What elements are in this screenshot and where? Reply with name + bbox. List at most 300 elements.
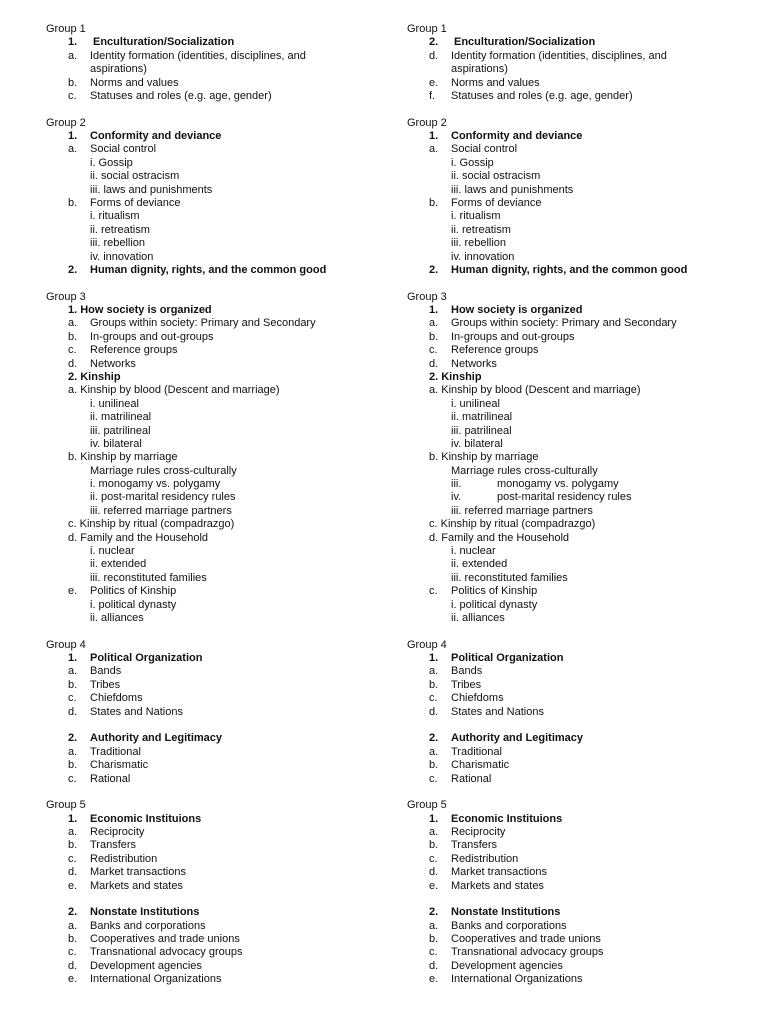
group-heading — [407, 639, 767, 652]
outline-text: Markets and states — [451, 879, 544, 892]
outline-text: Development agencies — [451, 959, 563, 972]
outline-text: iv. bilateral — [451, 437, 503, 450]
outline-line — [407, 946, 767, 959]
outline-text: ii. post-marital residency rules — [90, 491, 236, 504]
list-marker: iv. — [451, 491, 462, 504]
outline-line — [46, 706, 406, 719]
list-marker: a. — [429, 919, 439, 932]
list-marker: a. — [429, 317, 439, 330]
outline-text: Norms and values — [451, 76, 540, 89]
list-marker: 1. — [429, 652, 439, 665]
outline-text: Political Organization — [90, 652, 203, 665]
outline-text: States and Nations — [90, 705, 183, 718]
outline-text: Bands — [451, 665, 483, 678]
outline-text: Banks and corporations — [451, 919, 567, 932]
list-marker: d. — [429, 866, 439, 879]
outline-line — [46, 184, 406, 197]
outline-text: iii. referred marriage partners — [451, 504, 593, 517]
outline-text: Identity formation (identities, disciplines, and — [451, 49, 667, 62]
list-marker: a. — [68, 745, 78, 758]
outline-text: Traditional — [90, 745, 141, 758]
list-marker: 2. — [429, 36, 439, 49]
blank-line — [407, 786, 767, 799]
outline-line — [46, 665, 406, 678]
list-marker: c. — [68, 344, 77, 357]
blank-line — [407, 625, 767, 638]
outline-text: aspirations) — [451, 63, 508, 76]
outline-line — [407, 63, 767, 76]
group-heading — [407, 799, 767, 812]
outline-line — [46, 545, 406, 558]
list-marker: d. — [68, 866, 78, 879]
list-marker: 2. — [68, 263, 78, 276]
group-heading — [407, 291, 767, 304]
list-marker: 1. — [68, 130, 78, 143]
outline-text: aspirations) — [90, 63, 147, 76]
outline-text: Marriage rules cross-culturally — [451, 464, 598, 477]
outline-line — [46, 130, 406, 143]
list-marker: c. — [68, 852, 77, 865]
outline-line — [46, 331, 406, 344]
outline-text: Development agencies — [90, 959, 202, 972]
list-marker: d. — [429, 49, 439, 62]
outline-text: Human dignity, rights, and the common good — [451, 263, 688, 276]
group-heading — [46, 639, 406, 652]
outline-line — [46, 973, 406, 986]
outline-text: Networks — [90, 357, 136, 370]
outline-line — [407, 331, 767, 344]
blank-line — [46, 786, 406, 799]
outline-text: Bands — [90, 665, 122, 678]
outline-text: 2. Kinship — [429, 370, 482, 383]
list-marker: d. — [429, 705, 439, 718]
outline-text: iii. reconstituted families — [90, 571, 207, 584]
outline-line — [46, 773, 406, 786]
outline-line — [46, 264, 406, 277]
outline-line — [46, 451, 406, 464]
list-marker: a. — [68, 49, 78, 62]
outline-line — [407, 36, 767, 49]
list-marker: c. — [429, 692, 438, 705]
outline-text: Transfers — [90, 839, 137, 852]
outline-line — [46, 839, 406, 852]
list-marker: c. — [429, 585, 438, 598]
outline-text: iii. laws and punishments — [451, 183, 574, 196]
outline-text: iv. innovation — [451, 250, 515, 263]
outline-text: i. nuclear — [90, 545, 135, 558]
outline-line — [46, 90, 406, 103]
outline-text: iii. rebellion — [90, 237, 146, 250]
blank-line — [46, 103, 406, 116]
outline-line — [407, 371, 767, 384]
list-marker: b. — [429, 678, 439, 691]
list-marker: 1. — [68, 652, 78, 665]
outline-text: 2. Kinship — [68, 370, 121, 383]
outline-line — [407, 585, 767, 598]
outline-line — [407, 839, 767, 852]
outline-text: Traditional — [451, 745, 502, 758]
outline-line — [407, 157, 767, 170]
outline-line — [46, 77, 406, 90]
list-marker: 1. — [68, 36, 78, 49]
list-marker: 2. — [429, 906, 439, 919]
outline-text: Marriage rules cross-culturally — [90, 464, 237, 477]
list-marker: b. — [429, 759, 439, 772]
outline-line — [46, 813, 406, 826]
list-marker: c. — [68, 89, 77, 102]
list-marker: b. — [68, 933, 78, 945]
list-marker: b. — [68, 759, 78, 772]
list-marker: 2. — [429, 263, 439, 276]
outline-line — [46, 920, 406, 933]
list-marker: b. — [429, 196, 439, 209]
outline-text: Politics of Kinship — [451, 585, 538, 598]
group-heading — [407, 23, 767, 36]
outline-line — [407, 130, 767, 143]
list-marker: 1. — [429, 304, 439, 317]
outline-text: International Organizations — [451, 973, 583, 986]
list-marker: a. — [429, 665, 439, 678]
list-marker: a. — [68, 919, 78, 932]
outline-text: Conformity and deviance — [90, 130, 222, 143]
outline-line — [46, 518, 406, 531]
list-marker: b. — [68, 196, 78, 209]
outline-line — [46, 317, 406, 330]
outline-line — [407, 438, 767, 451]
list-marker: 2. — [68, 732, 78, 745]
outline-line — [407, 184, 767, 197]
list-marker: 2. — [429, 732, 439, 745]
group-label: Group 3 — [46, 290, 86, 303]
group-label: Group 3 — [407, 290, 447, 303]
outline-text: ii. social ostracism — [451, 170, 541, 183]
outline-text: iii. referred marriage partners — [90, 504, 232, 517]
outline-line — [46, 210, 406, 223]
list-marker: c. — [68, 692, 77, 705]
outline-text: Authority and Legitimacy — [451, 732, 584, 745]
list-marker: c. — [68, 772, 77, 785]
blank-line — [46, 625, 406, 638]
outline-text: Groups within society: Primary and Secondary — [90, 317, 316, 330]
list-marker: 1. — [429, 812, 439, 825]
list-marker: c. — [429, 852, 438, 865]
outline-line — [46, 759, 406, 772]
outline-text: ii. extended — [90, 558, 147, 571]
list-marker: d. — [68, 357, 78, 370]
outline-line — [46, 652, 406, 665]
outline-text: Redistribution — [90, 852, 158, 865]
blank-line — [46, 893, 406, 906]
outline-line — [407, 853, 767, 866]
outline-line — [407, 264, 767, 277]
outline-text: i. ritualism — [451, 210, 501, 223]
outline-text: Authority and Legitimacy — [90, 732, 223, 745]
outline-line — [407, 143, 767, 156]
list-marker: 1. — [68, 812, 78, 825]
outline-text: Market transactions — [90, 866, 186, 879]
group-label: Group 4 — [46, 638, 86, 651]
outline-text: Reference groups — [451, 344, 539, 357]
outline-text: Forms of deviance — [90, 196, 181, 209]
outline-line — [407, 773, 767, 786]
outline-line — [407, 973, 767, 986]
outline-line — [407, 558, 767, 571]
list-marker: a. — [429, 825, 439, 838]
list-marker: e. — [429, 879, 439, 892]
outline-text: ii. matrilineal — [90, 411, 152, 424]
outline-text: Charismatic — [451, 759, 510, 772]
outline-text: i. unilineal — [451, 397, 500, 410]
outline-line — [407, 425, 767, 438]
blank-line — [407, 893, 767, 906]
outline-text: Nonstate Institutions — [451, 906, 561, 919]
group-heading — [46, 291, 406, 304]
list-marker: c. — [429, 344, 438, 357]
outline-line — [407, 210, 767, 223]
group-label: Group 2 — [407, 116, 447, 129]
outline-text: a. Kinship by blood (Descent and marriage) — [429, 384, 641, 397]
outline-line — [407, 813, 767, 826]
outline-text: i. political dynasty — [451, 598, 538, 611]
group-heading — [46, 23, 406, 36]
outline-line — [407, 317, 767, 330]
list-marker: a. — [429, 745, 439, 758]
outline-text: ii. extended — [451, 558, 508, 571]
outline-text: Norms and values — [90, 76, 179, 89]
outline-line — [407, 599, 767, 612]
outline-line — [46, 237, 406, 250]
outline-text: How society is organized — [451, 304, 583, 317]
blank-line — [407, 277, 767, 290]
outline-line — [407, 465, 767, 478]
outline-text: In-groups and out-groups — [451, 330, 575, 343]
outline-line — [407, 251, 767, 264]
outline-line — [407, 358, 767, 371]
outline-line — [407, 170, 767, 183]
outline-line — [46, 732, 406, 745]
outline-line — [46, 143, 406, 156]
outline-line — [46, 398, 406, 411]
list-marker: e. — [429, 973, 439, 986]
outline-line — [46, 532, 406, 545]
group-heading — [46, 799, 406, 812]
blank-line — [407, 719, 767, 732]
outline-text: International Organizations — [90, 973, 222, 986]
outline-line — [407, 545, 767, 558]
outline-line — [407, 505, 767, 518]
outline-text: iv. innovation — [90, 250, 154, 263]
outline-line — [46, 438, 406, 451]
outline-text: iii. laws and punishments — [90, 183, 213, 196]
outline-line — [46, 880, 406, 893]
group-label: Group 4 — [407, 638, 447, 651]
outline-text: i. political dynasty — [90, 598, 177, 611]
outline-line — [407, 518, 767, 531]
outline-line — [407, 197, 767, 210]
outline-line — [407, 411, 767, 424]
outline-text: i. unilineal — [90, 397, 139, 410]
group-label: Group 1 — [407, 23, 447, 35]
list-marker: a. — [68, 825, 78, 838]
outline-text: Forms of deviance — [451, 196, 542, 209]
outline-text: Reciprocity — [451, 825, 506, 838]
outline-text: ii. retreatism — [451, 223, 511, 236]
outline-text: ii. retreatism — [90, 223, 150, 236]
list-marker: a. — [68, 317, 78, 330]
outline-line — [407, 451, 767, 464]
outline-line — [407, 960, 767, 973]
outline-text: Charismatic — [90, 759, 149, 772]
outline-line — [46, 224, 406, 237]
outline-text: ii. matrilineal — [451, 411, 513, 424]
outline-line — [407, 50, 767, 63]
outline-text: Political Organization — [451, 652, 564, 665]
outline-text: Rational — [90, 772, 131, 785]
outline-line — [46, 906, 406, 919]
outline-line — [46, 197, 406, 210]
outline-text: Social control — [90, 143, 157, 156]
outline-text: Economic Instituions — [451, 812, 563, 825]
list-marker: e. — [68, 973, 78, 986]
outline-line — [46, 933, 406, 946]
outline-text: Human dignity, rights, and the common good — [90, 263, 327, 276]
list-marker: a. — [68, 665, 78, 678]
outline-line — [407, 732, 767, 745]
outline-line — [46, 304, 406, 317]
outline-text: ii. alliances — [451, 612, 505, 624]
list-marker: 2. — [68, 906, 78, 919]
outline-text: Identity formation (identities, disciplines, and — [90, 49, 306, 62]
outline-text: Banks and corporations — [90, 919, 206, 932]
outline-text: Market transactions — [451, 866, 547, 879]
outline-line — [46, 411, 406, 424]
list-marker: b. — [68, 678, 78, 691]
list-marker: b. — [429, 330, 439, 343]
outline-line — [46, 63, 406, 76]
outline-text: Markets and states — [90, 879, 183, 892]
outline-line — [46, 170, 406, 183]
outline-text: Transnational advocacy groups — [90, 946, 243, 959]
outline-line — [407, 880, 767, 893]
list-marker: a. — [429, 143, 439, 156]
outline-line — [46, 384, 406, 397]
outline-line — [46, 465, 406, 478]
outline-line — [407, 665, 767, 678]
outline-text: Tribes — [451, 678, 482, 691]
outline-line — [46, 572, 406, 585]
outline-line — [46, 853, 406, 866]
outline-text: iii. patrilineal — [90, 424, 151, 437]
list-marker: b. — [68, 76, 78, 89]
group-label: Group 5 — [46, 799, 86, 812]
outline-line — [407, 237, 767, 250]
outline-line — [407, 933, 767, 946]
outline-text: ii. social ostracism — [90, 170, 180, 183]
outline-line — [407, 866, 767, 879]
outline-line — [407, 304, 767, 317]
outline-line — [46, 358, 406, 371]
outline-line — [407, 826, 767, 839]
outline-line — [407, 706, 767, 719]
outline-line — [407, 478, 767, 491]
list-marker: e. — [68, 879, 78, 892]
outline-line — [407, 612, 767, 625]
outline-text: c. Kinship by ritual (compadrazgo) — [429, 518, 596, 531]
list-marker: d. — [429, 959, 439, 972]
outline-text: iii. patrilineal — [451, 424, 512, 437]
outline-text: Economic Instituions — [90, 812, 202, 825]
outline-line — [46, 344, 406, 357]
left-outline-column — [46, 23, 406, 987]
outline-line — [407, 906, 767, 919]
outline-line — [46, 946, 406, 959]
outline-text: Politics of Kinship — [90, 585, 177, 598]
outline-line — [407, 652, 767, 665]
outline-text: Transfers — [451, 839, 498, 852]
list-marker: d. — [68, 705, 78, 718]
blank-line — [46, 719, 406, 732]
outline-line — [407, 491, 767, 504]
outline-line — [46, 36, 406, 49]
list-marker: b. — [68, 839, 78, 852]
outline-text: Statuses and roles (e.g. age, gender) — [90, 89, 272, 102]
list-marker: iii. — [451, 478, 462, 491]
outline-line — [46, 491, 406, 504]
outline-text: iii. reconstituted families — [451, 571, 568, 584]
group-label: Group 1 — [46, 23, 86, 35]
outline-line — [407, 77, 767, 90]
outline-text: i. monogamy vs. polygamy — [90, 478, 221, 491]
outline-text: Enculturation/Socialization — [93, 36, 235, 49]
outline-line — [46, 826, 406, 839]
list-marker: d. — [68, 959, 78, 972]
list-marker: e. — [68, 585, 78, 598]
outline-line — [46, 585, 406, 598]
outline-text: i. Gossip — [451, 156, 494, 169]
outline-text: Redistribution — [451, 852, 519, 865]
outline-text: Cooperatives and trade unions — [451, 933, 601, 945]
outline-line — [407, 920, 767, 933]
outline-text: c. Kinship by ritual (compadrazgo) — [68, 518, 235, 531]
outline-line — [46, 612, 406, 625]
outline-line — [46, 746, 406, 759]
outline-text: b. Kinship by marriage — [68, 451, 178, 464]
outline-text: Transnational advocacy groups — [451, 946, 604, 959]
outline-text: Enculturation/Socialization — [454, 36, 596, 49]
outline-line — [407, 532, 767, 545]
outline-line — [46, 558, 406, 571]
list-marker: b. — [429, 933, 439, 945]
outline-line — [46, 251, 406, 264]
outline-text: i. nuclear — [451, 545, 496, 558]
outline-line — [46, 679, 406, 692]
list-marker: b. — [429, 839, 439, 852]
outline-text: Cooperatives and trade unions — [90, 933, 240, 945]
outline-line — [46, 505, 406, 518]
outline-line — [46, 371, 406, 384]
outline-line — [407, 398, 767, 411]
outline-text: In-groups and out-groups — [90, 330, 214, 343]
list-marker: e. — [429, 76, 439, 89]
outline-text: Networks — [451, 357, 497, 370]
outline-line — [407, 344, 767, 357]
outline-line — [46, 960, 406, 973]
blank-line — [407, 103, 767, 116]
blank-line — [46, 277, 406, 290]
outline-line — [407, 759, 767, 772]
list-marker: b. — [68, 330, 78, 343]
list-marker: c. — [68, 946, 77, 959]
